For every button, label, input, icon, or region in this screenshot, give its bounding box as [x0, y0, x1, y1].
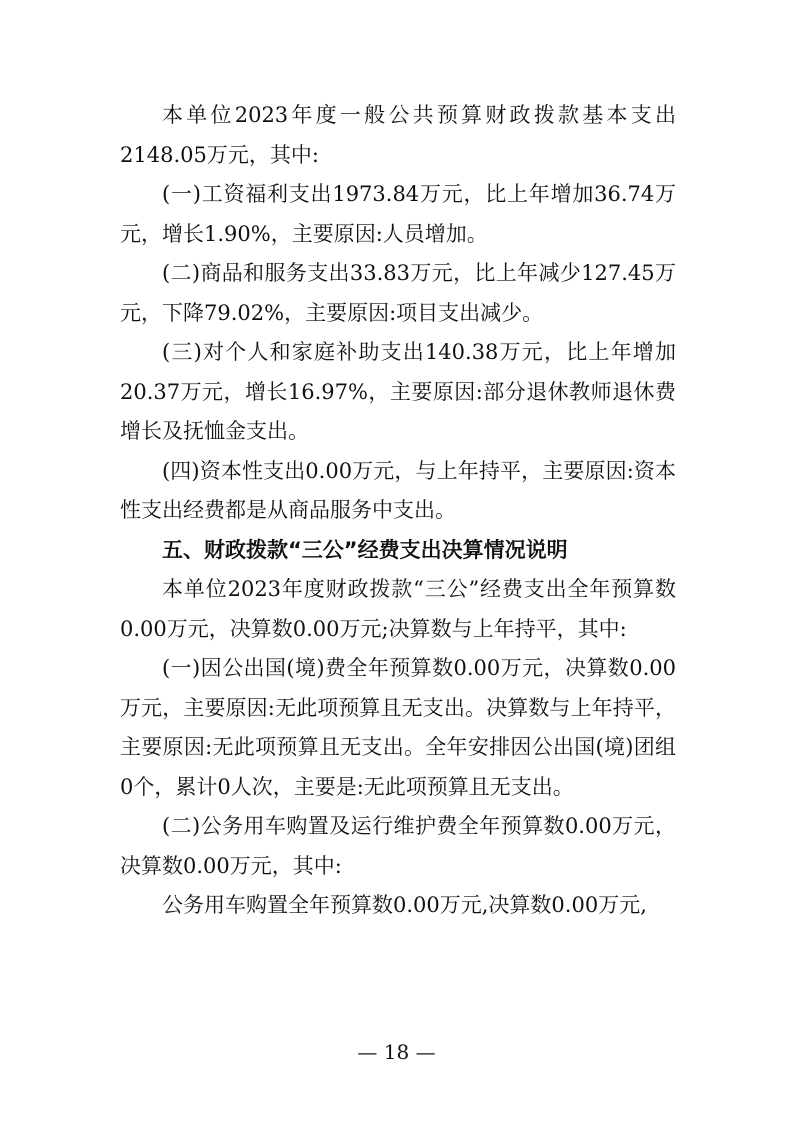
- paragraph-household-subsidies: (三)对个人和家庭补助支出140.38万元，比上年增加20.37万元，增长16.97%，主要原因:部分退休教师退休费增长及抚恤金支出。: [120, 340, 676, 443]
- paragraph-official-vehicles: (二)公务用车购置及运行维护费全年预算数0.00万元，决算数0.00万元，其中:: [120, 814, 676, 878]
- body-text: [120, 96, 676, 926]
- paragraph-overseas-travel: (一)因公出国(境)费全年预算数0.00万元，决算数0.00万元，主要原因:无此项预算且无支出。决算数与上年持平，主要原因:无此项预算且无支出。全年安排因公出国(境)团组0个，累计0人次，主要是:无此项预算且无支出。: [120, 656, 676, 799]
- section-heading-three-public: 五、财政拨款“三公”经费支出决算情况说明: [162, 537, 568, 562]
- page-number: — 18 —: [357, 1040, 436, 1064]
- paragraph-wages-welfare: (一)工资福利支出1973.84万元，比上年增加36.74万元，增长1.90%，主要原因:人员增加。: [120, 182, 676, 246]
- paragraph-vehicle-purchase: 公务用车购置全年预算数0.00万元,决算数0.00万元,: [162, 893, 647, 917]
- paragraph-goods-services: (二)商品和服务支出33.83万元，比上年减少127.45万元，下降79.02%，主要原因:项目支出减少。: [120, 261, 676, 325]
- paragraph-basic-expenditure: 本单位2023年度一般公共预算财政拨款基本支出2148.05万元，其中:: [120, 103, 676, 167]
- paragraph-three-public-summary: 本单位2023年度财政拨款“三公”经费支出全年预算数0.00万元，决算数0.00万元;决算数与上年持平，其中:: [120, 577, 676, 641]
- paragraph-capital-expenditure: (四)资本性支出0.00万元，与上年持平，主要原因:资本性支出经费都是从商品服务中支出。: [120, 458, 676, 522]
